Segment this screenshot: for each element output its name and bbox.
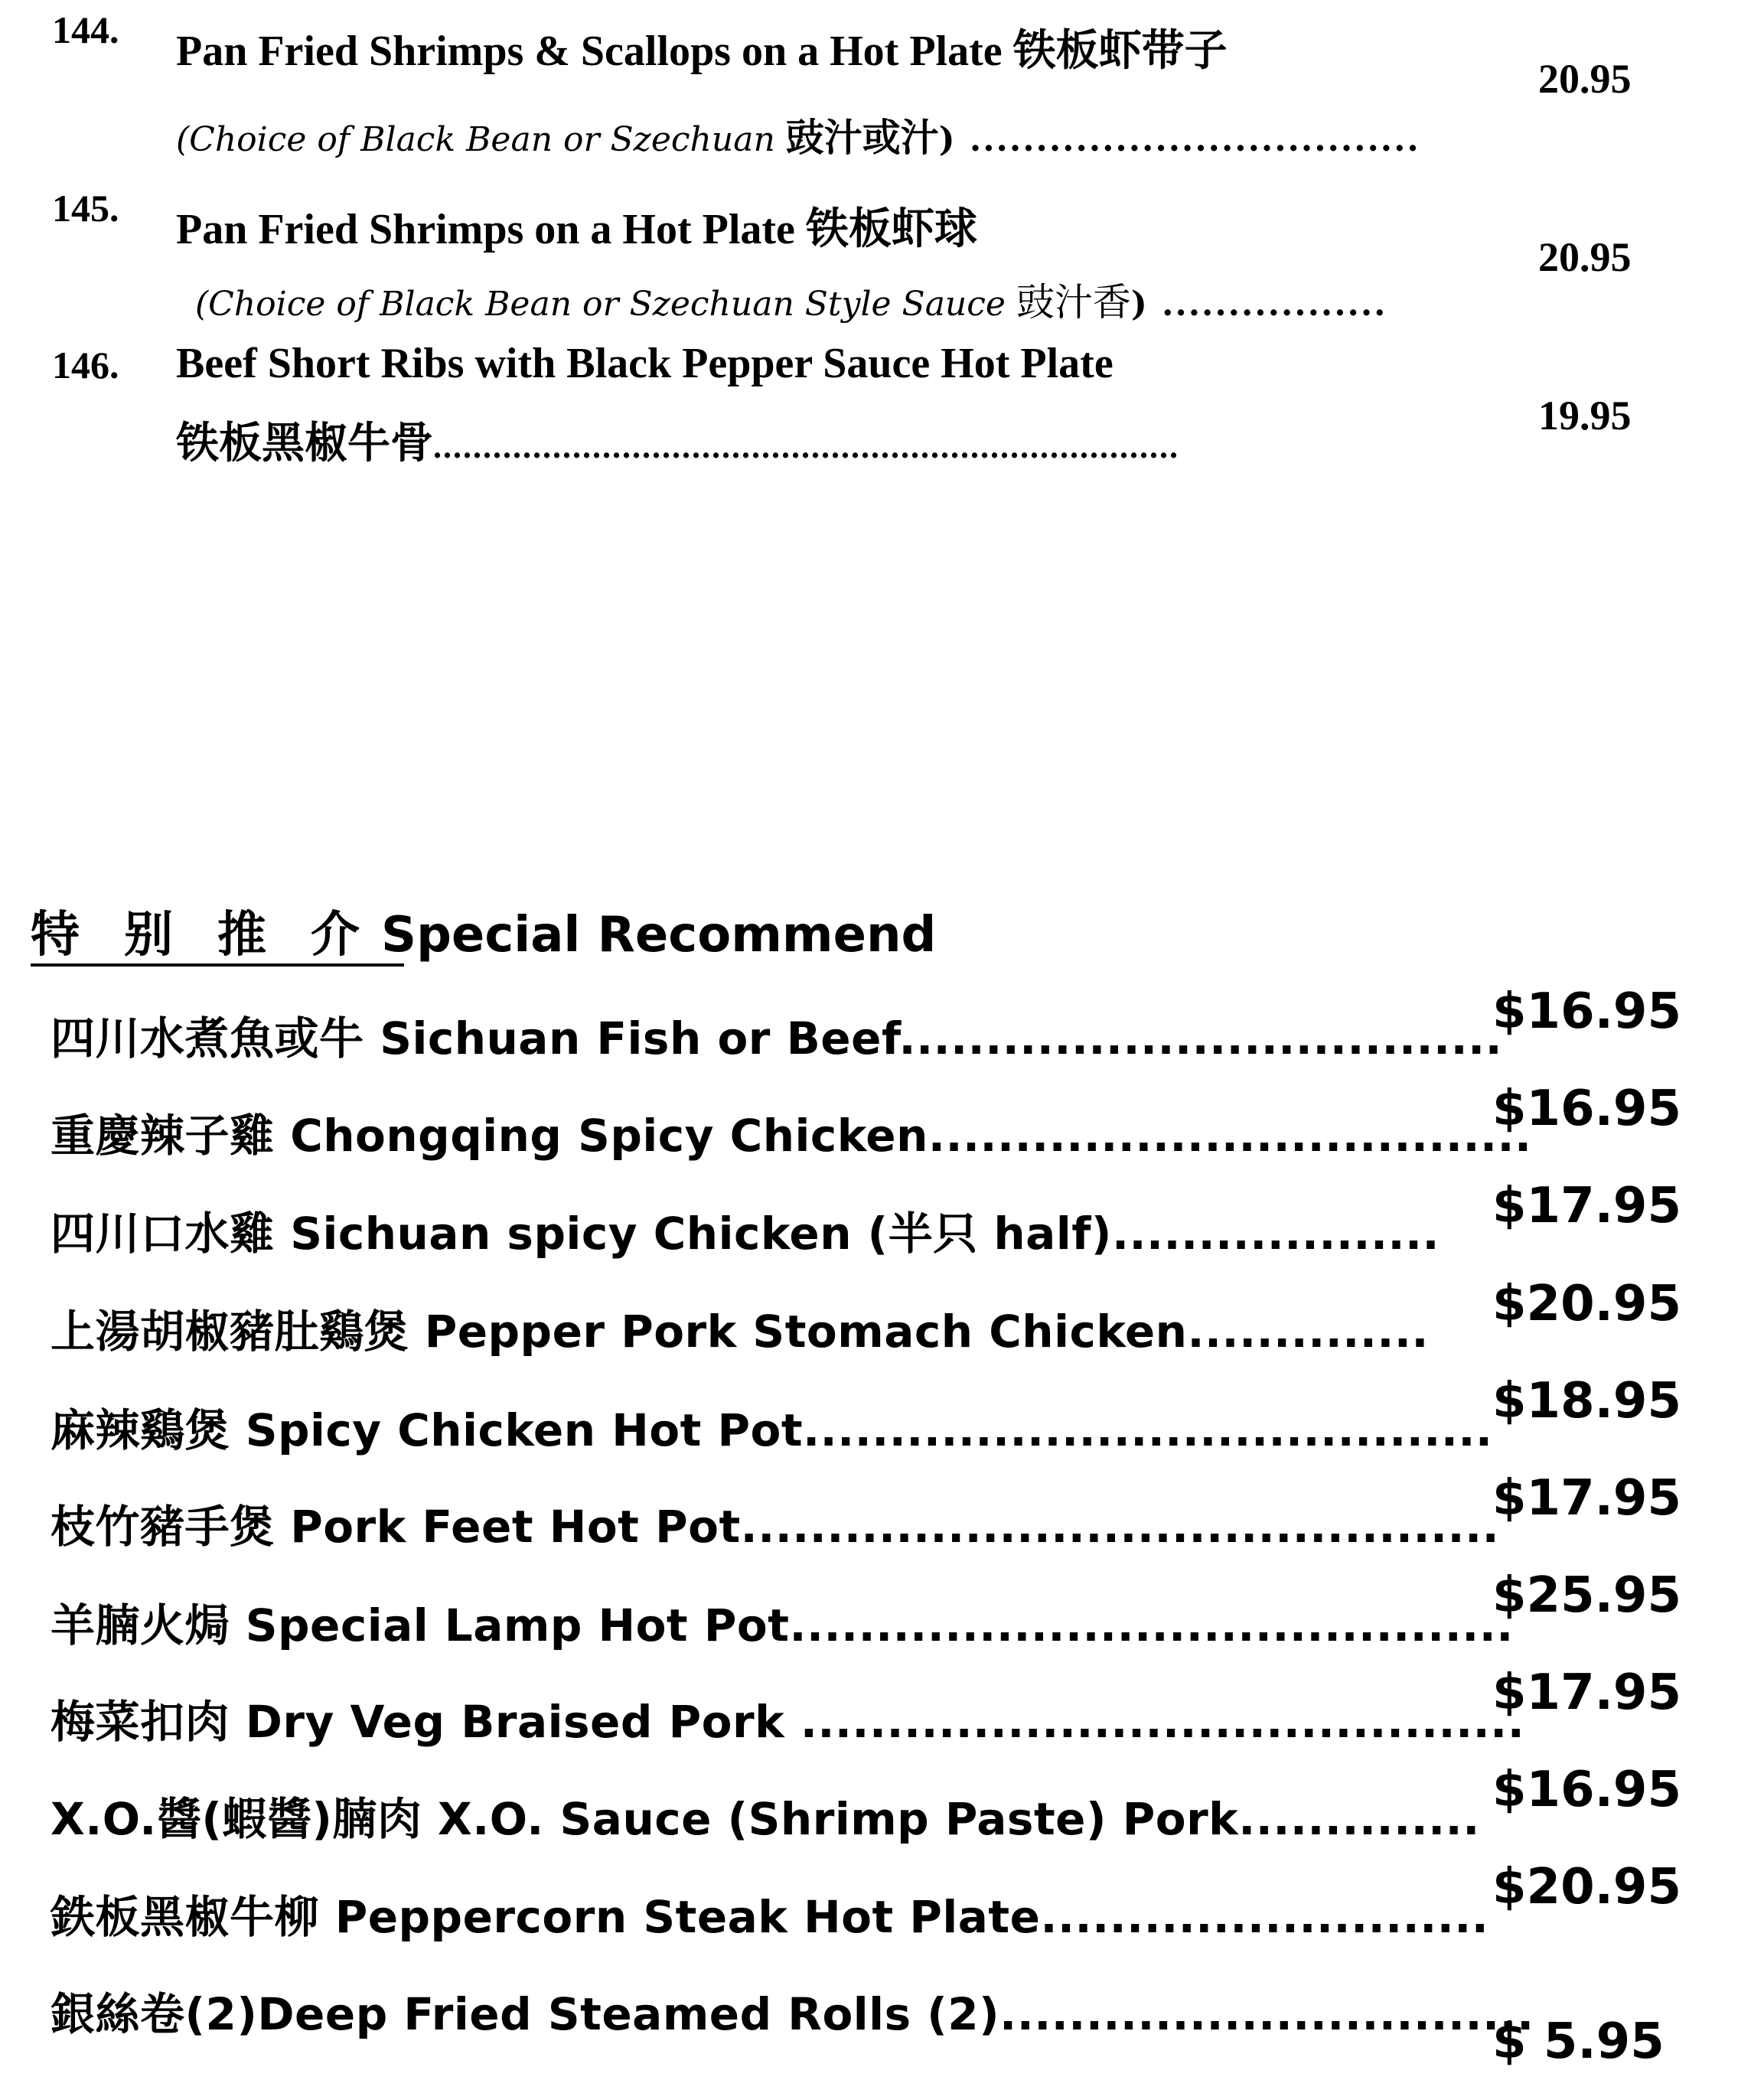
item-dots: ........................................ — [803, 1404, 1493, 1456]
item-title-en: Pan Fried Shrimps & Scallops on a Hot Plate — [176, 28, 1013, 75]
item-name: 重慶辣子雞 Chongqing Spicy Chicken — [51, 1110, 928, 1162]
item-dots: ........................................................................... — [433, 428, 1179, 465]
list-item — [51, 1394, 1492, 1459]
item-subtitle — [176, 107, 1420, 162]
item-subtitle — [195, 272, 1387, 327]
list-item — [51, 1198, 1440, 1262]
item-name: 上湯胡椒豬肚鷄煲 Pepper Pork Stomach Chicken — [51, 1306, 1188, 1358]
item-sub-cn: 豉汁或汁 — [785, 116, 939, 160]
item-name: 枝竹豬手煲 Pork Feet Hot Pot — [51, 1501, 741, 1553]
item-name: 羊腩火焗 Special Lamp Hot Pot — [51, 1599, 790, 1651]
item-title-cn: 铁板虾球 — [805, 204, 977, 254]
item-dots: ................................... — [898, 1012, 1503, 1064]
list-item — [51, 1978, 1534, 2043]
item-dots: .............. — [1187, 1306, 1429, 1358]
item-dots: ............................... — [999, 1988, 1534, 2040]
item-number: 146. — [52, 344, 119, 386]
item-name: X.O.醬(蝦醬)腩肉 X.O. Sauce (Shrimp Paste) Pork — [51, 1793, 1239, 1845]
list-item — [51, 1783, 1480, 1847]
item-dots: ) .................................. — [938, 120, 1420, 159]
list-item — [51, 1686, 1524, 1750]
item-price: $ 5.95 — [1492, 2013, 1665, 2070]
list-item — [51, 1589, 1514, 1654]
item-price: 20.95 — [1538, 56, 1632, 102]
item-dots: .......................................... — [800, 1696, 1525, 1748]
item-title-en: Pan Fried Shrimps on a Hot Plate — [176, 206, 806, 253]
item-price: $20.95 — [1492, 1859, 1681, 1915]
item-dots: ................................... — [928, 1110, 1532, 1162]
item-name: 四川口水雞 Sichuan spicy Chicken (半只 half) — [51, 1208, 1112, 1260]
item-name: 梅菜扣肉 Dry Veg Braised Pork — [51, 1696, 800, 1748]
item-price: $16.95 — [1492, 1081, 1681, 1137]
item-sub-cn: 豉汁香 — [1016, 280, 1131, 324]
item-sub-en: (Choice of Black Bean or Szechuan Style Sauce — [195, 285, 1016, 324]
item-title-en: Beef Short Ribs with Black Pepper Sauce Hot Plate — [176, 340, 1114, 387]
item-dots: ............................................ — [740, 1501, 1500, 1553]
section-heading-en: Special Recommend — [381, 907, 937, 963]
item-price: $20.95 — [1492, 1276, 1681, 1332]
item-title-cn: 铁板黑椒牛骨 — [176, 419, 433, 468]
item-number: 144. — [52, 8, 119, 51]
section-heading-cn: 特别推介 — [31, 907, 404, 963]
item-title-cn: 铁板虾带子 — [1012, 26, 1228, 76]
list-item — [51, 1881, 1488, 1945]
item-title — [176, 17, 1228, 78]
item-price: $17.95 — [1492, 1178, 1681, 1234]
item-price: 19.95 — [1538, 393, 1632, 438]
item-dots: .......................... — [1040, 1891, 1489, 1943]
item-sub-en: (Choice of Black Bean or Szechuan — [176, 120, 786, 159]
item-name: 麻辣鷄煲 Spicy Chicken Hot Pot — [51, 1404, 804, 1456]
item-price: $17.95 — [1492, 1470, 1681, 1527]
list-item — [51, 1100, 1532, 1164]
item-price: $16.95 — [1492, 983, 1681, 1040]
list-item — [51, 1003, 1502, 1067]
item-dots: .......................................... — [789, 1599, 1514, 1651]
item-name: 銀絲卷(2)Deep Fried Steamed Rolls (2) — [51, 1988, 1000, 2040]
item-price: 20.95 — [1538, 234, 1632, 280]
list-item — [51, 1296, 1429, 1360]
item-dots: .............. — [1238, 1793, 1480, 1845]
item-number: 145. — [52, 187, 119, 230]
item-price: $18.95 — [1492, 1373, 1681, 1430]
list-item — [51, 1491, 1499, 1555]
item-title-cn-line — [176, 409, 1179, 471]
item-title — [176, 195, 977, 256]
section-heading — [31, 895, 936, 966]
item-price: $25.95 — [1492, 1567, 1681, 1624]
item-dots: ) ................. — [1130, 285, 1387, 324]
item-price: $17.95 — [1492, 1664, 1681, 1721]
item-name: 四川水煮魚或牛 Sichuan Fish or Beef — [51, 1012, 899, 1064]
item-name: 鉄板黑椒牛柳 Peppercorn Steak Hot Plate — [51, 1891, 1041, 1943]
item-dots: ................... — [1111, 1208, 1440, 1260]
item-price: $16.95 — [1492, 1762, 1681, 1818]
